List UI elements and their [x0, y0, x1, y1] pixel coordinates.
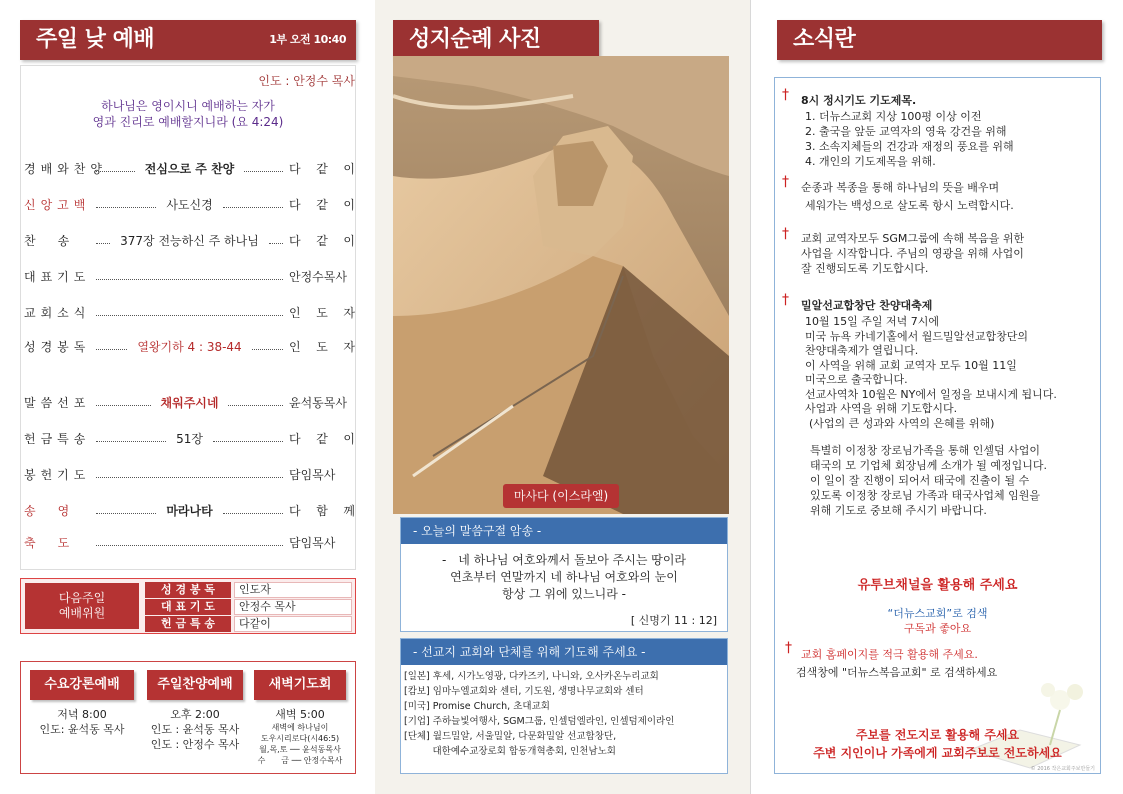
leader-dots [96, 477, 283, 478]
photo-panel [375, 0, 750, 794]
order-label: 성경봉독 [24, 339, 91, 354]
leader-dots [244, 171, 283, 172]
news-line: 10월 15일 주일 저녁 7시에 [805, 315, 939, 328]
leader-dots [96, 405, 151, 406]
news-line: 순종과 복종을 통해 하나님의 뜻을 배우며 [801, 181, 1000, 194]
prayer-item: 4. 개인의 기도제목을 위해. [805, 155, 936, 168]
next-week-title [25, 583, 139, 629]
mission-item: 대한예수교장로회 합동개혁총회, 인천남노회 [404, 746, 616, 757]
order-label: 봉헌기도 [24, 467, 91, 482]
news-line: 교회 교역자모두 SGM그룹에 속해 복음을 위한 [801, 232, 1025, 245]
performer-part: 이 [343, 161, 356, 176]
copyright: © 2016 작은교회주보만들기 [1030, 766, 1095, 772]
performer-part: 인 [289, 305, 301, 320]
order-row [24, 194, 355, 214]
leader-dots [228, 405, 283, 406]
news-line: 위해 기도로 중보해 주시기 바랍니다. [810, 504, 987, 517]
news-line: (사업의 큰 성과와 사역의 은혜를 위해) [809, 416, 995, 430]
mission-item: [기업] 주하늘빛여행사, SGM그룹, 인셀덤엘라인, 인셀덤제이라인 [404, 716, 675, 727]
news-4-title: 밀알선교합창단 찬양대축제 [801, 299, 933, 312]
performer-part: 다 [289, 503, 301, 518]
leader-dots [269, 243, 283, 244]
cross-icon: † [782, 292, 789, 308]
performer-part: 도 [316, 339, 328, 354]
mission-list [404, 669, 674, 759]
memory-verse-box [400, 517, 728, 632]
memory-verse-text [401, 552, 727, 603]
order-label: 찬 송 [24, 233, 75, 248]
cross-icon: † [782, 174, 789, 190]
order-item: 사도신경 [166, 197, 213, 212]
news-line: 세워가는 백성으로 살도록 항시 노력합시다. [805, 199, 1014, 212]
service-title: 수요강론예배 [30, 670, 134, 700]
service-line: 새벽에 하나님이 [271, 723, 329, 732]
performer-part: 이 [343, 431, 355, 446]
next-person: 다같이 [234, 616, 352, 632]
leader-dots [96, 545, 283, 546]
service-line: 월,목,토 ── 윤석동목사 [259, 745, 341, 754]
news-panel [750, 0, 1123, 794]
performer-part: 같 [316, 161, 328, 176]
news-line: 사업과 사역을 위해 기도합시다. [805, 402, 958, 415]
service-title: 새벽기도회 [254, 670, 346, 700]
service-line: 수 금 ── 안정수목사 [257, 756, 343, 765]
service-info [26, 707, 138, 737]
news-4-text [805, 315, 1057, 431]
next-role: 헌 금 특 송 [145, 616, 231, 632]
news-line: 있도록 이정창 장로님 가족과 태국사업체 임원을 [810, 489, 1041, 502]
verse-line-1: 하나님은 영이시니 예배하는 자가 [101, 99, 275, 113]
leader-dots [252, 349, 283, 350]
order-item: 마라나타 [166, 503, 213, 518]
performer-part: 다 [289, 161, 301, 176]
order-row [24, 428, 355, 448]
worship-time: 1부 오전 10:40 [269, 33, 346, 46]
performer-part: 다 [289, 431, 301, 446]
order-row [24, 158, 355, 178]
performer-part: 다 [289, 233, 301, 248]
order-performer [287, 502, 355, 519]
news-line: 잘 진행되도록 기도합시다. [801, 262, 929, 275]
service-line: 인도: 윤석동 목사 [39, 723, 125, 736]
leader-dots [96, 279, 283, 280]
news-line: 선교사역차 10월은 NY에서 일정을 보내시게 됩니다. [805, 387, 1057, 401]
homepage-notice: 교회 홈페이지를 적극 활용해 주세요. [801, 648, 978, 661]
masada-photo [393, 56, 729, 514]
order-row [24, 392, 355, 412]
mission-box [400, 638, 728, 774]
news-line: 이 일이 잘 진행이 되어서 태국에 진출이 될 수 [810, 474, 1030, 487]
leader-dots [223, 207, 283, 208]
order-label: 교회소식 [24, 305, 91, 320]
order-item: 채워주시네 [160, 395, 219, 410]
theme-verse [20, 98, 356, 130]
performer-part: 인 [289, 339, 301, 354]
leader-dots [96, 207, 156, 208]
order-performer [287, 268, 355, 285]
news-line: 미국 뉴욕 카네기홀에서 월드밀알선교합창단의 [805, 329, 1029, 343]
performer-part: 안정수목사 [289, 269, 347, 284]
next-person: 인도자 [234, 582, 352, 598]
memory-line-1: - 네 하나님 여호와께서 돌보아 주시는 땅이라 [441, 553, 687, 567]
mission-header: - 선교지 교회와 단체를 위해 기도해 주세요 - [401, 639, 727, 665]
order-label: 헌금특송 [24, 431, 91, 446]
performer-part: 담임목사 [289, 467, 336, 482]
performer-part: 께 [343, 503, 355, 518]
service-line: 도우시리로다(시46:5) [260, 734, 340, 743]
mission-item: [캄보] 임마누엘교회와 센터, 기도원, 생명나무교회와 센터 [404, 686, 644, 697]
service-line: 인도 : 윤석동 목사 [150, 723, 240, 736]
homepage-search: 검색창에 "더뉴스복음교회" 로 검색하세요 [796, 666, 998, 679]
order-label: 대표기도 [24, 269, 91, 284]
order-performer [287, 394, 355, 411]
verse-line-2: 영과 진리로 예배할지니라 (요 4:24) [92, 115, 284, 129]
leader-dots [96, 513, 156, 514]
performer-part: 함 [316, 503, 328, 518]
news-line: 이 사역을 위해 교회 교역자 모두 10월 11일 [805, 358, 1017, 372]
order-row [24, 302, 355, 322]
leader-dots [213, 441, 283, 442]
photo-title: 성지순례 사진 [393, 20, 599, 60]
bulletin-sub: 주변 지인이나 가족에게 교회주보로 전도하세요 [813, 746, 1062, 760]
order-row [24, 230, 355, 250]
leader-dots [96, 171, 135, 172]
order-performer [287, 196, 355, 213]
next-person: 안정수 목사 [234, 599, 352, 615]
service-line: 오후 2:00 [170, 708, 220, 721]
memory-line-2: 연초부터 연말까지 네 하나님 여호와의 눈이 [450, 570, 678, 584]
cross-icon: † [782, 226, 789, 242]
order-label: 경배와찬양 [24, 161, 107, 176]
performer-part: 같 [316, 233, 328, 248]
order-performer [287, 304, 355, 321]
order-row [24, 500, 355, 520]
mission-item: [단체] 월드밀알, 서울밀알, 다문화밀알 선교합창단, [404, 731, 617, 742]
leader-dots [96, 349, 127, 350]
leader-dots [96, 441, 166, 442]
photo-caption: 마사다 (이스라엘) [503, 484, 619, 508]
news-title: 소식란 [777, 20, 1102, 60]
order-row [24, 532, 355, 552]
service-title: 주일찬양예배 [147, 670, 243, 700]
order-label: 송 영 [24, 503, 75, 518]
leader-dots [223, 513, 283, 514]
order-performer [287, 466, 355, 483]
masada-image [393, 56, 729, 514]
prayer-item: 2. 출국을 앞둔 교역자의 영육 강건을 위해 [805, 125, 1007, 138]
performer-part: 이 [343, 233, 355, 248]
news-line: 사업을 시작합니다. 주님의 영광을 위해 사업이 [801, 247, 1024, 260]
service-info [143, 707, 247, 752]
performer-part: 담임목사 [289, 535, 336, 550]
order-label: 신앙고백 [24, 197, 91, 212]
performer-part: 같 [316, 197, 328, 212]
performer-part: 다 [289, 197, 301, 212]
order-label: 축 도 [24, 535, 75, 550]
youtube-heading: 유투브채널을 활용해 주세요 [857, 578, 1018, 593]
next-week-box [20, 578, 356, 634]
worship-header [20, 20, 356, 60]
order-row [24, 336, 355, 356]
news-line: 찬양대축제가 열립니다. [805, 344, 919, 357]
service-info [250, 707, 350, 766]
performer-part: 이 [343, 197, 355, 212]
order-item: 51장 [176, 431, 203, 446]
order-performer [287, 338, 355, 355]
cross-icon: † [785, 640, 792, 656]
order-performer [287, 160, 355, 177]
mission-item: [미국] Promise Church, 초대교회 [404, 701, 550, 712]
service-line: 저녁 8:00 [57, 708, 107, 721]
memory-verse-ref: [ 신명기 11 : 12] [630, 614, 717, 627]
performer-part: 윤석동목사 [289, 395, 347, 410]
leader-dots [96, 315, 283, 316]
news-5-text [810, 443, 1047, 518]
news-line: 태국의 모 기업체 회장님께 소개가 될 예정입니다. [810, 459, 1047, 472]
news-3-text [801, 231, 1024, 276]
performer-part: 자 [343, 339, 356, 354]
mission-item: [일본] 후세, 시가노영광, 다카즈키, 나니와, 오사카온누리교회 [404, 671, 659, 682]
worship-title: 주일 낮 예배 [36, 27, 155, 52]
youtube-subscribe: 구독과 좋아요 [903, 622, 972, 635]
next-title-1: 다음주일 [58, 591, 106, 605]
news-1-list [805, 109, 1014, 169]
youtube-search: “더뉴스교회”로 검색 [887, 607, 988, 620]
order-item: 377장 전능하신 주 하나님 [120, 233, 259, 248]
next-title-2: 예배위원 [58, 606, 106, 620]
order-label: 말씀선포 [24, 395, 91, 410]
order-performer [287, 534, 355, 551]
performer-part: 자 [343, 305, 355, 320]
news-line: 미국으로 출국합니다. [805, 373, 908, 386]
news-line: 특별히 이정창 장로님가족을 통해 인셀덤 사업이 [810, 444, 1041, 457]
performer-part: 같 [316, 431, 328, 446]
worship-leader: 인도 : 안정수 목사 [258, 74, 355, 88]
service-line: 인도 : 안정수 목사 [150, 738, 240, 751]
order-row [24, 464, 355, 484]
memory-line-3: 항상 그 위에 있느니라 - [502, 587, 626, 601]
worship-panel [0, 0, 375, 794]
prayer-item: 1. 더뉴스교회 지상 100평 이상 이전 [805, 110, 982, 123]
order-performer [287, 430, 355, 447]
next-role: 대 표 기 도 [145, 599, 231, 615]
cross-icon: † [782, 87, 789, 103]
order-item: 열왕기하 4 : 38-44 [137, 339, 242, 354]
order-performer [287, 232, 355, 249]
order-item: 전심으로 주 찬양 [144, 161, 235, 176]
performer-part: 도 [316, 305, 328, 320]
leader-dots [96, 243, 110, 244]
service-line: 새벽 5:00 [275, 708, 325, 721]
prayer-item: 3. 소속지체들의 건강과 재정의 풍요를 위해 [805, 140, 1014, 153]
order-row [24, 266, 355, 286]
bulletin-heading: 주보를 전도지로 활용해 주세요 [855, 728, 1020, 742]
memory-verse-header: - 오늘의 말씀구절 암송 - [401, 518, 727, 544]
news-1-title: 8시 정시기도 기도제목. [801, 94, 917, 107]
next-role: 성 경 봉 독 [145, 582, 231, 598]
news-2-text [801, 179, 1014, 215]
